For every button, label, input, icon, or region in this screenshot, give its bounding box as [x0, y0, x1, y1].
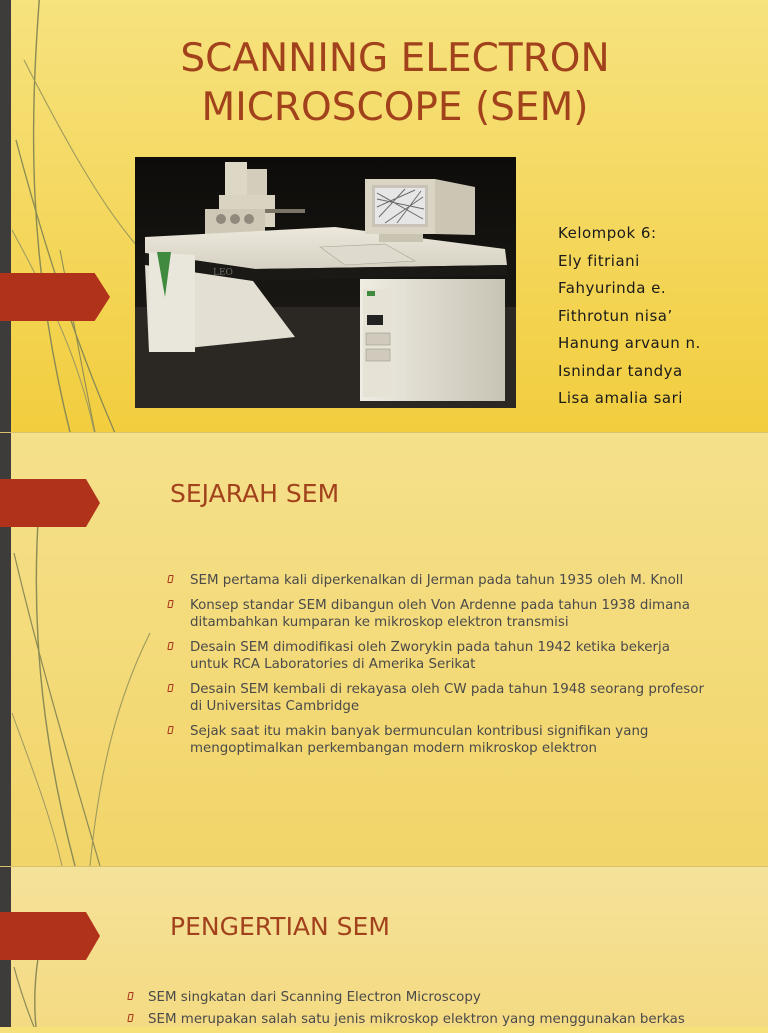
member-name: Isnindar tandya: [558, 361, 683, 380]
bullet-text: SEM pertama kali diperkenalkan di Jerman pada tahun 1935 oleh M. Knoll: [190, 573, 684, 588]
slide-title: [0, 0, 768, 432]
group-label: Kelompok 6:: [558, 224, 657, 242]
member-name: Fahyurinda e.: [558, 279, 667, 297]
bullet-item: [190, 572, 710, 589]
bullet-text: Konsep standar SEM dibangun oleh Von Ardenne pada tahun 1938 dimana ditambahkan kumparan ke mikroskop elektron transmisi: [190, 598, 690, 630]
bullet-text: Sejak saat itu makin banyak bermunculan kontribusi signifikan yang mengoptimalkan perkembangan modern mikroskop elektron: [190, 724, 649, 756]
bullet-item: [190, 723, 710, 757]
bullet-item: [148, 989, 708, 1006]
bullet-text: Desain SEM kembali di rekayasa oleh CW pada tahun 1948 seorang profesor di Universitas Cambridge: [190, 682, 704, 714]
bullet-item: [190, 681, 710, 715]
page-title: [130, 34, 660, 132]
title-line-1: SCANNING ELECTRON: [180, 36, 610, 81]
member-name: Fithrotun nisa’: [558, 306, 673, 325]
group-member-list: [558, 220, 701, 413]
bullet-item: [190, 639, 710, 673]
bullet-text: SEM singkatan dari Scanning Electron Microscopy: [148, 990, 481, 1005]
arrow-tab: [0, 479, 100, 527]
member-name: Lisa amalia sari: [558, 389, 683, 407]
section-title-sejarah: SEJARAH SEM: [170, 479, 340, 508]
title-line-2: MICROSCOPE (SEM): [201, 85, 589, 130]
bullet-text: SEM merupakan salah satu jenis mikroskop elektron yang menggunakan berkas: [148, 1012, 685, 1027]
member-name: Hanung arvaun n.: [558, 334, 701, 352]
bullet-item: [148, 1011, 708, 1028]
bullet-item: [190, 597, 710, 631]
arrow-tab: [0, 273, 110, 321]
section-title-pengertian: PENGERTIAN SEM: [170, 912, 390, 941]
pengertian-bullet-list: [148, 989, 708, 1033]
arrow-tab: [0, 912, 100, 960]
bullet-text: Desain SEM dimodifikasi oleh Zworykin pada tahun 1942 ketika bekerja untuk RCA Laboratories di Amerika Serikat: [190, 640, 670, 672]
member-name: Ely fitriani: [558, 251, 640, 270]
svg-text:LEO: LEO: [213, 268, 233, 278]
sejarah-bullet-list: [190, 572, 710, 765]
sem-photo: [135, 157, 516, 408]
